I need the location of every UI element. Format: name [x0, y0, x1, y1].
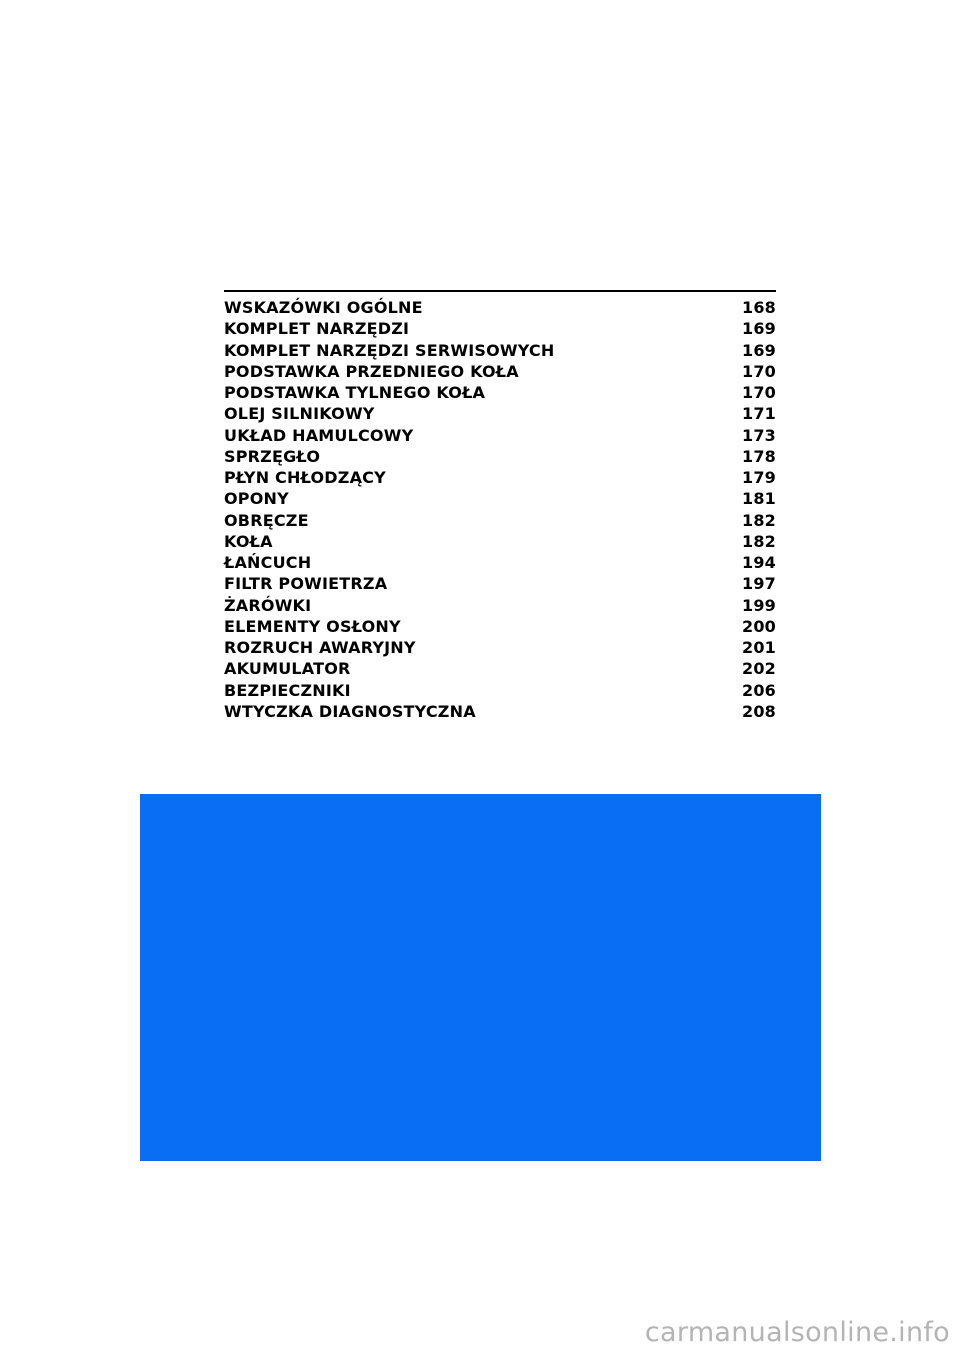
toc-entry-page: 182: [742, 510, 776, 530]
toc-entry[interactable]: [224, 446, 776, 467]
toc-entry-title: KOMPLET NARZĘDZI SERWISOWYCH: [224, 340, 555, 360]
toc-entry-page: 171: [742, 404, 776, 424]
toc-entry-page: 168: [742, 298, 776, 318]
toc-entry-title: AKUMULATOR: [224, 659, 351, 679]
toc-entry-page: 199: [742, 595, 776, 615]
toc-entry-page: 197: [742, 574, 776, 594]
toc-entry-title: BEZPIECZNIKI: [224, 680, 351, 700]
toc-entry[interactable]: [224, 382, 776, 403]
toc-entry-page: 169: [742, 319, 776, 339]
toc-entry-title: KOŁA: [224, 531, 273, 551]
toc-entry-page: 208: [742, 701, 776, 721]
toc-entry-title: FILTR POWIETRZA: [224, 574, 388, 594]
blue-chapter-panel: [140, 794, 821, 1161]
toc-entry-page: 170: [742, 383, 776, 403]
toc-entry-title: PŁYN CHŁODZĄCY: [224, 468, 386, 488]
watermark: carmanualsonline.info: [644, 1317, 950, 1348]
toc-entry[interactable]: [224, 680, 776, 701]
toc-entry[interactable]: [224, 467, 776, 488]
toc-entry-title: ROZRUCH AWARYJNY: [224, 638, 416, 658]
toc-entry-title: ŻARÓWKI: [224, 595, 312, 615]
toc-entry[interactable]: [224, 297, 776, 318]
toc-entry-page: 202: [742, 659, 776, 679]
toc-entry-title: ELEMENTY OSŁONY: [224, 616, 401, 636]
toc-entry[interactable]: [224, 318, 776, 339]
toc-entry[interactable]: [224, 701, 776, 722]
toc-entry[interactable]: [224, 488, 776, 509]
toc-entry-title: UKŁAD HAMULCOWY: [224, 425, 414, 445]
toc-entry-title: SPRZĘGŁO: [224, 446, 321, 466]
toc-entry[interactable]: [224, 403, 776, 424]
toc-entry-page: 169: [742, 340, 776, 360]
toc-entry-title: WSKAZÓWKI OGÓLNE: [224, 298, 423, 318]
toc-entry-title: PODSTAWKA TYLNEGO KOŁA: [224, 383, 486, 403]
toc-entry[interactable]: [224, 361, 776, 382]
toc-entry-page: 194: [742, 553, 776, 573]
toc-entry[interactable]: [224, 552, 776, 573]
toc-entry-title: PODSTAWKA PRZEDNIEGO KOŁA: [224, 361, 519, 381]
toc-entry-page: 182: [742, 531, 776, 551]
toc-entry-title: WTYCZKA DIAGNOSTYCZNA: [224, 701, 476, 721]
toc-entry[interactable]: [224, 658, 776, 679]
toc-entry-page: 201: [742, 638, 776, 658]
toc-entry-page: 170: [742, 361, 776, 381]
toc-entry[interactable]: [224, 531, 776, 552]
toc-entry[interactable]: [224, 425, 776, 446]
toc-entry[interactable]: [224, 616, 776, 637]
toc-entry-page: 200: [742, 616, 776, 636]
toc-entry-title: KOMPLET NARZĘDZI: [224, 319, 410, 339]
toc-entry-title: OPONY: [224, 489, 289, 509]
toc-entry[interactable]: [224, 595, 776, 616]
toc-entry-page: 206: [742, 680, 776, 700]
toc-entry-page: 178: [742, 446, 776, 466]
toc-entry-title: OBRĘCZE: [224, 510, 309, 530]
table-of-contents: [224, 290, 776, 722]
toc-entry[interactable]: [224, 510, 776, 531]
toc-entry[interactable]: [224, 340, 776, 361]
toc-entry-title: OLEJ SILNIKOWY: [224, 404, 375, 424]
toc-entry-page: 173: [742, 425, 776, 445]
toc-entry-page: 181: [742, 489, 776, 509]
toc-entry[interactable]: [224, 637, 776, 658]
toc-entry-page: 179: [742, 468, 776, 488]
toc-entry-title: ŁAŃCUCH: [224, 553, 312, 573]
toc-entry[interactable]: [224, 573, 776, 594]
